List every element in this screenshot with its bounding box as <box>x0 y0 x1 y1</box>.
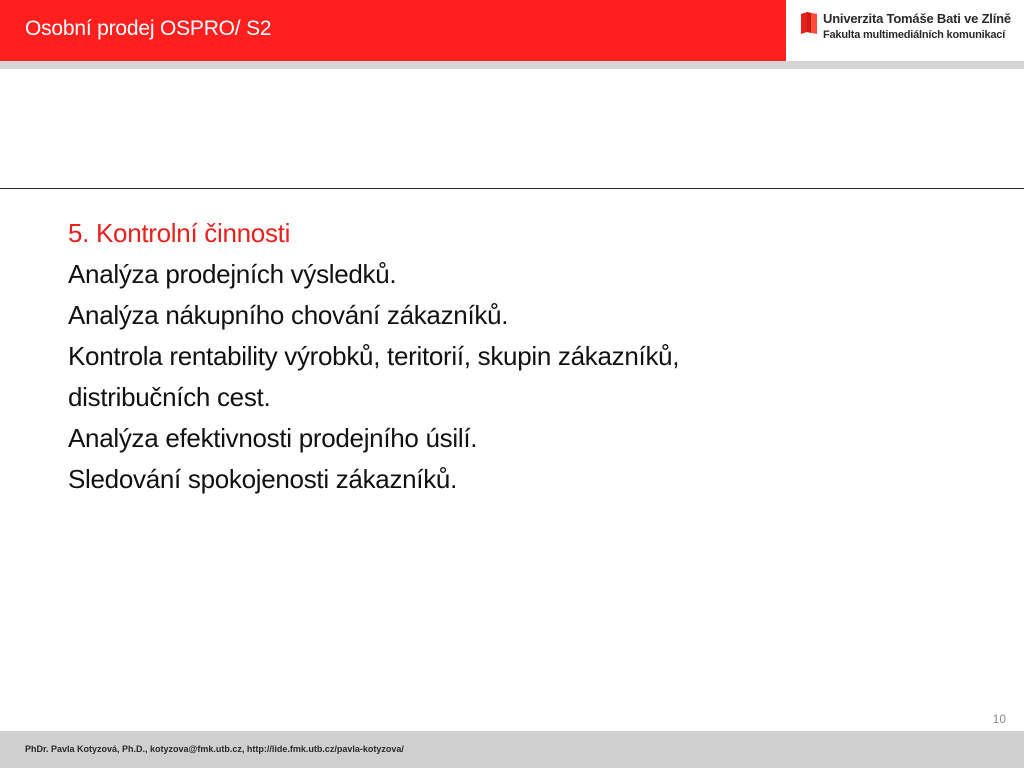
footer-author-contact: PhDr. Pavla Kotyzová, Ph.D., kotyzova@fmk.utb.cz, http://lide.fmk.utb.cz/pavla-kotyzova/ <box>25 744 404 754</box>
logo-faculty-name: Fakulta multimediálních komunikací <box>823 29 1006 41</box>
content-line: Kontrola rentability výrobků, teritorií, skupin zákazníků, <box>68 341 680 371</box>
content-line: Analýza prodejních výsledků. <box>68 259 397 289</box>
page-number: 10 <box>992 712 1006 726</box>
content-line: Analýza efektivnosti prodejního úsilí. <box>68 423 478 453</box>
content-heading: 5. Kontrolní činnosti <box>68 218 291 248</box>
content-line: Analýza nákupního chování zákazníků. <box>68 300 509 330</box>
header-bar <box>0 0 786 61</box>
university-logo <box>786 0 1024 61</box>
footer-bar <box>0 731 1024 768</box>
logo-university-name: Univerzita Tomáše Bati ve Zlíně <box>823 11 1011 26</box>
book-icon <box>801 12 817 34</box>
title-divider <box>0 188 1024 189</box>
header-title: Osobní prodej OSPRO/ S2 <box>25 17 272 40</box>
slide-content <box>68 213 968 500</box>
header-gray-strip <box>0 61 1024 69</box>
content-line: distribučních cest. <box>68 382 271 412</box>
content-line: Sledování spokojenosti zákazníků. <box>68 464 458 494</box>
